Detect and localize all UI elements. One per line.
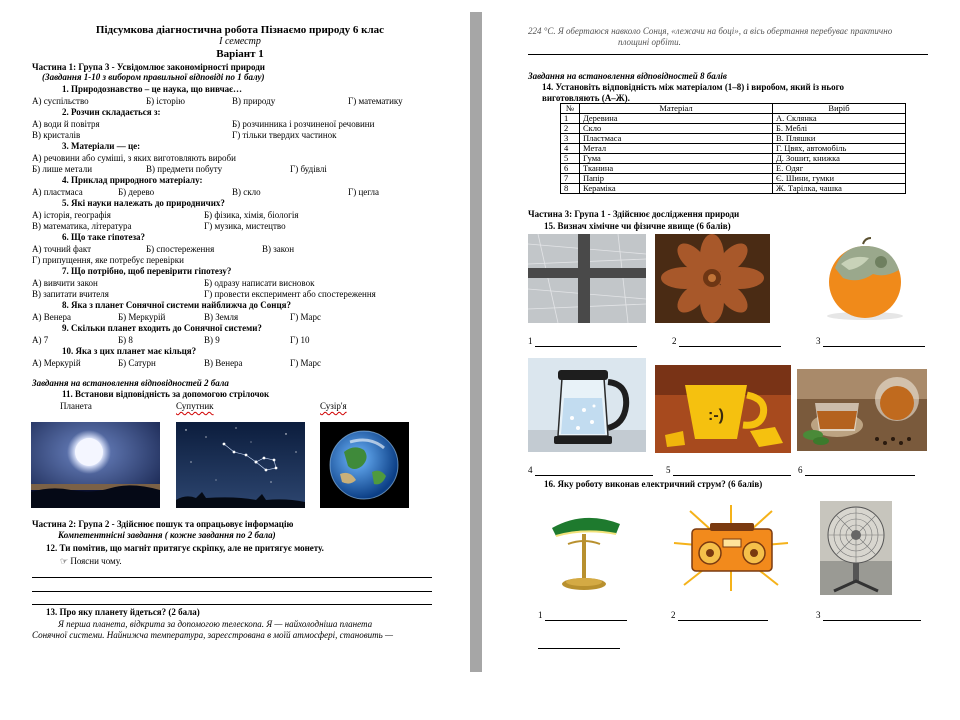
answer-1a[interactable]: А) суспільство <box>32 96 89 106</box>
table-cell: В. Пляшки <box>773 134 906 144</box>
table-cell: 2 <box>561 124 580 134</box>
match14-question-2: виготовляють (А–Ж). <box>542 93 630 103</box>
doc-title: Підсумкова діагностична робота Пізнаємо природу 6 клас <box>95 24 385 36</box>
green-desk-lamp-image <box>538 504 630 594</box>
doc-variant: Варіант 1 <box>216 48 264 60</box>
question-4: 4. Приклад природного матеріалу: <box>62 175 203 185</box>
q15-blank-3[interactable] <box>823 346 925 347</box>
q15-blank-4-num: 4 <box>528 465 533 475</box>
glass-kettle-image <box>528 358 646 452</box>
answer-8c[interactable]: В) Земля <box>204 312 239 322</box>
table-cell: 8 <box>561 184 580 194</box>
table-cell: Е. Одяг <box>773 164 906 174</box>
q15-blank-5[interactable] <box>673 475 791 476</box>
table-row <box>561 114 906 124</box>
answer-6b[interactable]: Б) спостереження <box>146 244 215 254</box>
table-row <box>561 154 906 164</box>
answer-5b[interactable]: Б) фізика, хімія, біологія <box>204 210 299 220</box>
frosted-window-image <box>528 234 646 323</box>
answer-5c[interactable]: В) математика, література <box>32 221 132 231</box>
q16-blank-2[interactable] <box>678 620 768 621</box>
part2-subtitle: Компетентнісні завдання ( кожне завдання по 2 бала) <box>58 530 276 540</box>
q15-blank-4[interactable] <box>535 475 653 476</box>
answer-9a[interactable]: А) 7 <box>32 335 49 345</box>
answer-4d[interactable]: Г) цегла <box>348 187 379 197</box>
q15-blank-2-num: 2 <box>672 336 677 346</box>
q15-blank-5-num: 5 <box>666 465 671 475</box>
table-cell: 1 <box>561 114 580 124</box>
answer-3d[interactable]: Г) будівлі <box>290 164 327 174</box>
answer-6d[interactable]: Г) припущення, яке потребує перевірки <box>32 255 184 265</box>
question-13-text-3: 224 °С. Я обертаюся навколо Сонця, «лежачи на боці», а вісь обертання перебуває практично <box>528 26 893 36</box>
question-9: 9. Скільки планет входить до Сонячної системи? <box>62 323 262 333</box>
table-cell: Б. Меблі <box>773 124 906 134</box>
table-cell: Гума <box>580 154 773 164</box>
moldy-orange-image <box>813 234 918 323</box>
table-header-num: № <box>561 104 580 114</box>
q15-blank-2[interactable] <box>679 346 781 347</box>
table-row <box>561 144 906 154</box>
table-header <box>561 104 906 114</box>
answer-3b[interactable]: Б) лише метали <box>32 164 93 174</box>
table-cell: Деревина <box>580 114 773 124</box>
table-row <box>561 134 906 144</box>
moon-image <box>31 422 160 508</box>
answer-7c[interactable]: В) запитати вчителя <box>32 289 109 299</box>
question-15: 15. Визнач хімічне чи фізичне явище (6 балів) <box>544 221 731 231</box>
cup-face-text: :-) <box>708 407 724 424</box>
table-cell: 3 <box>561 134 580 144</box>
table-header-material: Матеріал <box>580 104 773 114</box>
q15-blank-3-num: 3 <box>816 336 821 346</box>
table-cell: 4 <box>561 144 580 154</box>
q15-blank-1[interactable] <box>535 346 637 347</box>
table-cell: Кераміка <box>580 184 773 194</box>
table-row <box>561 174 906 184</box>
answer-4c[interactable]: В) скло <box>232 187 261 197</box>
q16-blank-3[interactable] <box>823 620 921 621</box>
question-16: 16. Яку роботу виконав електричний струм? (6 балів) <box>544 479 763 489</box>
q16-blank-1-num: 1 <box>538 610 543 620</box>
table-cell: Скло <box>580 124 773 134</box>
answer-2b[interactable]: Б) розчинника і розчиненої речовини <box>232 119 375 129</box>
question-12-hint: ☞ Поясни чому. <box>60 556 122 566</box>
table-cell: Д. Зошит, книжка <box>773 154 906 164</box>
table-row <box>561 164 906 174</box>
answer-8a[interactable]: А) Венера <box>32 312 72 322</box>
answer-9d[interactable]: Г) 10 <box>290 335 310 345</box>
answer-line-12c[interactable] <box>32 604 432 605</box>
table-cell: 7 <box>561 174 580 184</box>
question-7: 7. Що потрібно, щоб перевірити гіпотезу? <box>62 266 232 276</box>
page-right <box>482 0 960 720</box>
match11-label-constellation: Сузір'я <box>320 401 347 411</box>
part1-subtitle: (Завдання 1-10 з вибором правильної відповіді по 1 балу) <box>42 72 265 82</box>
table-cell: Папір <box>580 174 773 184</box>
question-5: 5. Які науки належать до природничих? <box>62 198 225 208</box>
page-divider <box>470 12 482 672</box>
answer-4a[interactable]: А) пластмаса <box>32 187 83 197</box>
answer-10b[interactable]: Б) Сатурн <box>118 358 156 368</box>
part1-title: Частина 1: Група 3 - Усвідомлює закономірності природи <box>32 62 265 72</box>
question-6: 6. Що таке гіпотеза? <box>62 232 146 242</box>
page-left <box>0 0 468 720</box>
q15-blank-6[interactable] <box>805 475 915 476</box>
match11-section-title: Завдання на встановлення відповідностей 2 бала <box>32 378 229 388</box>
materials-table <box>560 103 906 194</box>
answer-9c[interactable]: В) 9 <box>204 335 220 345</box>
q16-blank-1[interactable] <box>545 620 627 621</box>
table-cell: А. Склянка <box>773 114 906 124</box>
match11-question: 11. Встанови відповідність за допомогою стрілочок <box>62 389 270 399</box>
broken-yellow-cup-image <box>655 365 791 453</box>
question-10: 10. Яка з цих планет має кільця? <box>62 346 197 356</box>
answer-7a[interactable]: А) вивчити закон <box>32 278 98 288</box>
q16-blank-3-num: 3 <box>816 610 821 620</box>
question-1: 1. Природознавство – це наука, що вивчає… <box>62 84 243 94</box>
table-row <box>561 124 906 134</box>
match14-section-title: Завдання на встановлення відповідностей 8 балів <box>528 71 727 81</box>
table-cell: 6 <box>561 164 580 174</box>
earth-image <box>320 422 409 508</box>
part2-title: Частина 2: Група 2 - Здійснює пошук та опрацьовує інформацію <box>32 519 294 529</box>
answer-8d[interactable]: Г) Марс <box>290 312 321 322</box>
answer-2a[interactable]: А) води й повітря <box>32 119 100 129</box>
table-cell: Є. Шини, гумки <box>773 174 906 184</box>
q15-blank-1-num: 1 <box>528 336 533 346</box>
answer-7d[interactable]: Г) провести експеримент або спостереження <box>204 289 376 299</box>
table-cell: Ж. Тарілка, чашка <box>773 184 906 194</box>
answer-5d[interactable]: Г) музика, мистецтво <box>204 221 286 231</box>
answer-2d[interactable]: Г) тільки твердих частинок <box>232 130 337 140</box>
boombox-image <box>670 503 793 593</box>
table-cell: Тканина <box>580 164 773 174</box>
answer-line-12b[interactable] <box>32 591 432 592</box>
answer-6a[interactable]: А) точний факт <box>32 244 92 254</box>
doc-semester: І семестр <box>219 36 261 47</box>
table-cell: Метал <box>580 144 773 154</box>
table-cell: Г. Цвях, автомобіль <box>773 144 906 154</box>
table-header-item: Виріб <box>773 104 906 114</box>
question-12: 12. Ти помітив, що магніт притягує скріпку, але не притягує монету. <box>46 543 324 553</box>
rusty-metal-flower-image <box>655 234 770 323</box>
table-cell: Пластмаса <box>580 134 773 144</box>
question-13-text-4: площині орбіти. <box>618 37 681 47</box>
answer-3a[interactable]: А) речовини або суміші, з яких виготовляють вироби <box>32 153 236 163</box>
part3-title: Частина 3: Група 1 - Здійснює дослідження природи <box>528 209 740 219</box>
q16-blank-2-num: 2 <box>671 610 676 620</box>
answer-line-13[interactable] <box>528 54 928 55</box>
answer-8b[interactable]: Б) Меркурій <box>118 312 166 322</box>
answer-1c[interactable]: В) природу <box>232 96 276 106</box>
electric-fan-image <box>820 501 892 595</box>
answer-9b[interactable]: Б) 8 <box>118 335 133 345</box>
match14-question-1: 14. Установіть відповідність між матеріалом (1–8) і виробом, який із нього <box>542 82 845 92</box>
question-3: 3. Матеріали — це: <box>62 141 141 151</box>
match11-label-planet: Планета <box>60 401 92 411</box>
q16-blank-extra[interactable] <box>538 648 620 649</box>
table-cell: 5 <box>561 154 580 164</box>
question-8: 8. Яка з планет Сонячної системи найближча до Сонця? <box>62 300 292 310</box>
question-13-text-2: Сонячної системи. Найнижча температура, зареєстрована в моїй атмосфері, становить — <box>32 630 394 640</box>
constellation-image <box>176 422 305 508</box>
q15-blank-6-num: 6 <box>798 465 803 475</box>
answer-line-12a[interactable] <box>32 577 432 578</box>
table-row <box>561 184 906 194</box>
answer-10a[interactable]: А) Меркурій <box>32 358 81 368</box>
tea-image <box>797 369 927 451</box>
answer-3c[interactable]: В) предмети побуту <box>146 164 223 174</box>
answer-1d[interactable]: Г) математику <box>348 96 403 106</box>
answer-1b[interactable]: Б) історію <box>146 96 185 106</box>
answer-4b[interactable]: Б) дерево <box>118 187 155 197</box>
question-13: 13. Про яку планету йдеться? (2 бала) <box>46 607 200 617</box>
answer-5a[interactable]: А) історія, географія <box>32 210 111 220</box>
question-2: 2. Розчин складається з: <box>62 107 161 117</box>
answer-2c[interactable]: В) кристалів <box>32 130 81 140</box>
answer-7b[interactable]: Б) одразу написати висновок <box>204 278 315 288</box>
question-13-text-1: Я перша планета, відкрита за допомогою телескопа. Я — найхолодніша планета <box>58 619 373 629</box>
answer-10d[interactable]: Г) Марс <box>290 358 321 368</box>
answer-10c[interactable]: В) Венера <box>204 358 243 368</box>
match11-label-satellite: Супутник <box>176 401 214 411</box>
answer-6c[interactable]: В) закон <box>262 244 295 254</box>
